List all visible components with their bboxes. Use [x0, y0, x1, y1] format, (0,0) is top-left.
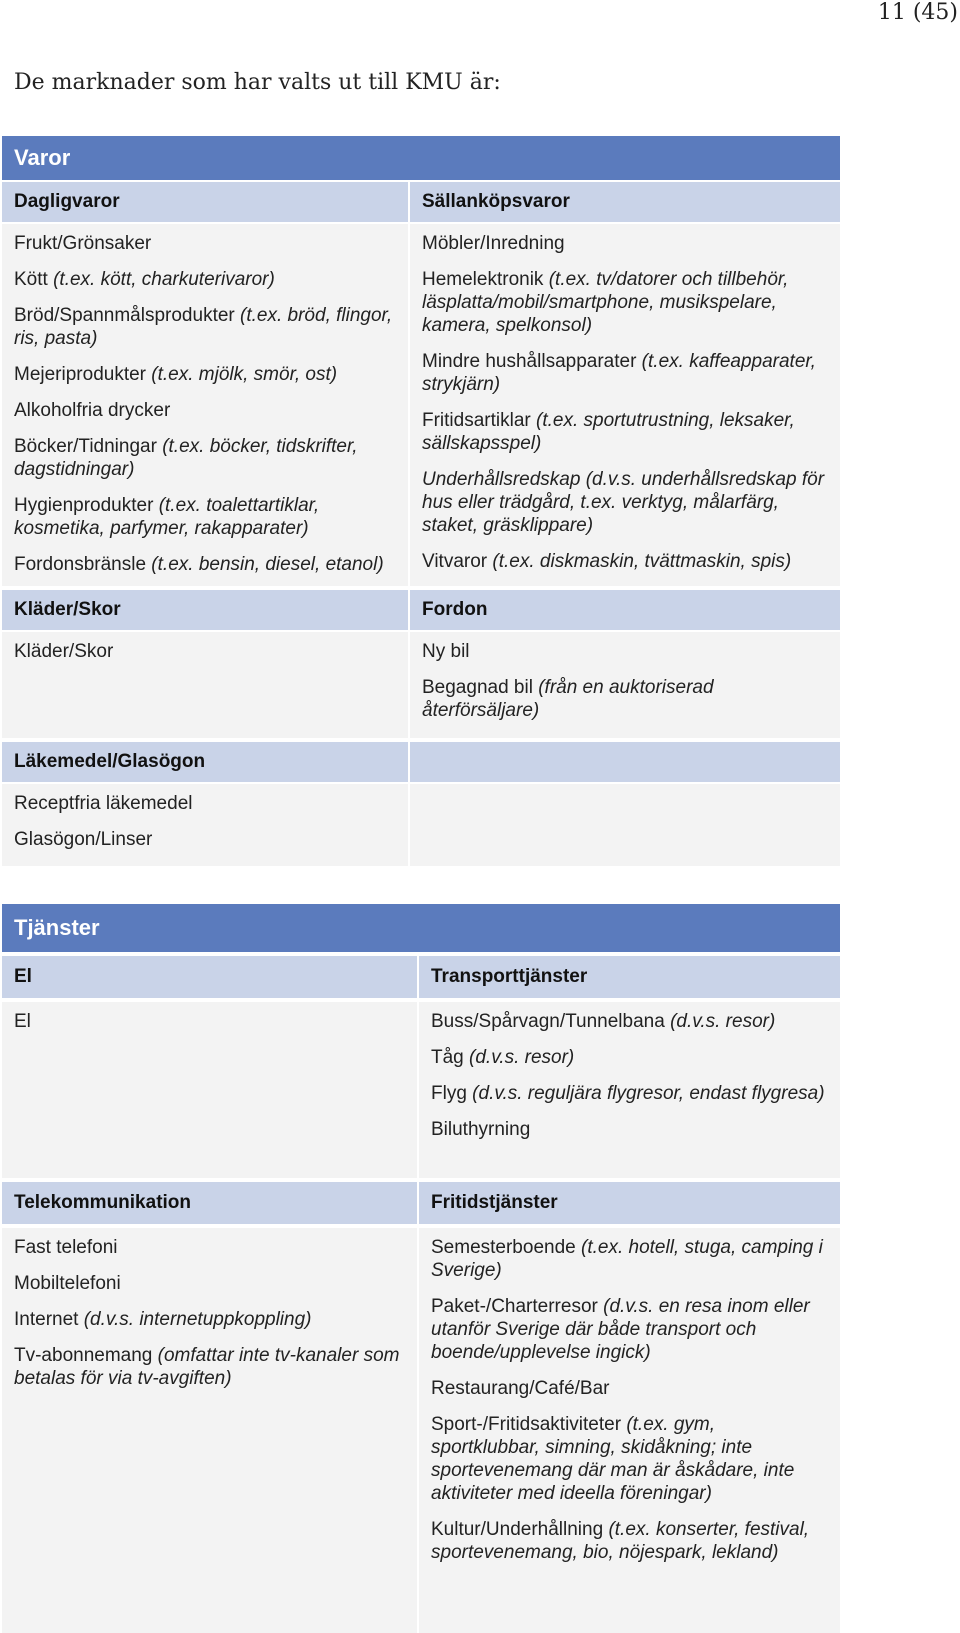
list-lakemedel [2, 784, 408, 866]
item-note: (t.ex. kött, charkuterivaror) [47, 269, 275, 290]
item-label: Tåg [431, 1047, 464, 1068]
item-label: Mindre hushållsapparater [422, 351, 637, 372]
list-item [14, 232, 396, 255]
list-item [431, 1046, 828, 1069]
list-telekommunikation [2, 1228, 417, 1633]
list-item [422, 409, 828, 455]
list-item [422, 268, 828, 337]
list-item [14, 1236, 405, 1259]
item-note: (t.ex. toalettartiklar, kosmetika, parfymer, rakapparater) [14, 495, 320, 539]
item-note: (t.ex. konserter, festival, sportevenemang, bio, nöjespark, lekland) [431, 1519, 810, 1563]
list-item [14, 399, 396, 422]
item-label: Hygienprodukter [14, 495, 154, 516]
item-note: (t.ex. tv/datorer och tillbehör, läsplatta/mobil/smartphone, musikspelare, kamera, spelkonsol) [422, 269, 789, 336]
header-sallankopsvaror: Sällanköpsvaror [410, 182, 840, 222]
item-label: Bröd/Spannmålsprodukter [14, 305, 235, 326]
header-fordon: Fordon [410, 590, 840, 630]
item-label: El [14, 1011, 31, 1032]
intro-heading: De marknader som har valts ut till KMU är: [14, 70, 501, 95]
item-note: (från en auktoriserad återförsäljare) [422, 677, 714, 721]
item-note: (t.ex. bensin, diesel, etanol) [146, 554, 384, 575]
header-fritidstjanster: Fritidstjänster [419, 1182, 840, 1224]
item-note: (t.ex. mjölk, smör, ost) [146, 364, 338, 385]
list-item [431, 1082, 828, 1105]
item-note: (t.ex. bröd, flingor, ris, pasta) [14, 305, 393, 349]
item-label: Alkoholfria drycker [14, 400, 171, 421]
item-label: Tv-abonnemang [14, 1345, 153, 1366]
header-el: El [2, 956, 417, 998]
item-label: Flyg [431, 1083, 467, 1104]
list-item [14, 640, 396, 663]
item-label: Kultur/Underhållning [431, 1519, 604, 1540]
list-item [14, 828, 396, 851]
item-note: (t.ex. böcker, tidskrifter, dagstidningar) [14, 436, 358, 480]
list-item [431, 1295, 828, 1364]
item-label: Semesterboende [431, 1237, 576, 1258]
item-label: Mobiltelefoni [14, 1273, 121, 1294]
list-item [431, 1518, 828, 1564]
item-note: (omfattar inte tv-kanaler som betalas för via tv-avgiften) [14, 1345, 400, 1389]
item-note: Underhållsredskap (d.v.s. underhållsredskap för hus eller trädgård, t.ex. verktyg, målarfärg, staket, gräsklippare) [422, 469, 825, 536]
item-label: Internet [14, 1309, 79, 1330]
list-item [14, 1010, 405, 1033]
header-transporttjanster: Transporttjänster [419, 956, 840, 998]
list-item [422, 232, 828, 255]
item-label: Restaurang/Café/Bar [431, 1378, 610, 1399]
list-item [14, 1344, 405, 1390]
list-item [422, 676, 828, 722]
item-note: (t.ex. hotell, stuga, camping i Sverige) [431, 1237, 823, 1281]
item-label: Kläder/Skor [14, 641, 114, 662]
item-note: (t.ex. kaffeapparater, strykjärn) [422, 351, 816, 395]
header-telekommunikation: Telekommunikation [2, 1182, 417, 1224]
list-item [14, 494, 396, 540]
item-label: Kött [14, 269, 48, 290]
list-item [14, 363, 396, 386]
list-item [431, 1118, 828, 1141]
item-label: Begagnad bil [422, 677, 533, 698]
list-klader [2, 632, 408, 738]
header-empty [410, 742, 840, 782]
list-fordon [410, 632, 840, 738]
item-note: (t.ex. diskmaskin, tvättmaskin, spis) [487, 551, 792, 572]
item-label: Biluthyrning [431, 1119, 531, 1140]
item-note: (d.v.s. resor) [463, 1047, 575, 1068]
item-note: (d.v.s. reguljära flygresor, endast flygresa) [466, 1083, 825, 1104]
list-el [2, 1002, 417, 1178]
item-label: Böcker/Tidningar [14, 436, 157, 457]
list-item [14, 1308, 405, 1331]
item-note: (t.ex. sportutrustning, leksaker, sällskapsspel) [422, 410, 795, 454]
list-fritidstjanster [419, 1228, 840, 1633]
item-note: (d.v.s. en resa inom eller utanför Sverige där både transport och boende/upplevelse ingick) [431, 1296, 810, 1363]
item-label: Hemelektronik [422, 269, 544, 290]
item-label: Fordonsbränsle [14, 554, 147, 575]
item-label: Sport-/Fritidsaktiviteter [431, 1414, 622, 1435]
item-label: Möbler/Inredning [422, 233, 565, 254]
list-item [14, 792, 396, 815]
header-klader: Kläder/Skor [2, 590, 408, 630]
item-label: Frukt/Grönsaker [14, 233, 152, 254]
section-tjanster-title: Tjänster [2, 904, 840, 952]
item-label: Fast telefoni [14, 1237, 118, 1258]
item-label: Vitvaror [422, 551, 488, 572]
list-item [422, 468, 828, 537]
section-varor-title: Varor [2, 136, 840, 180]
list-dagligvaror [2, 224, 408, 586]
page-number: 11 (45) [877, 0, 958, 25]
item-label: Buss/Spårvagn/Tunnelbana [431, 1011, 665, 1032]
list-item [14, 435, 396, 481]
list-item [431, 1236, 828, 1282]
item-note: (d.v.s. resor) [664, 1011, 776, 1032]
item-label: Ny bil [422, 641, 470, 662]
header-lakemedel: Läkemedel/Glasögon [2, 742, 408, 782]
list-transporttjanster [419, 1002, 840, 1178]
item-label: Paket-/Charterresor [431, 1296, 598, 1317]
item-label: Mejeriprodukter [14, 364, 146, 385]
item-note: (d.v.s. internetuppkoppling) [78, 1309, 312, 1330]
item-label: Receptfria läkemedel [14, 793, 193, 814]
list-item [14, 268, 396, 291]
item-label: Fritidsartiklar [422, 410, 531, 431]
list-item [431, 1413, 828, 1505]
list-item [14, 553, 396, 576]
list-item [431, 1377, 828, 1400]
list-item [431, 1010, 828, 1033]
list-item [422, 350, 828, 396]
list-item [14, 1272, 405, 1295]
item-label: Glasögon/Linser [14, 829, 153, 850]
list-sallankopsvaror [410, 224, 840, 586]
list-item [422, 550, 828, 573]
item-note: (t.ex. gym, sportklubbar, simning, skidåkning; inte sportevenemang där man är åskådare, inte aktiviteter med ideella föreningar) [431, 1414, 795, 1504]
list-item [422, 640, 828, 663]
list-item [14, 304, 396, 350]
cell-empty [410, 784, 840, 866]
header-dagligvaror: Dagligvaror [2, 182, 408, 222]
